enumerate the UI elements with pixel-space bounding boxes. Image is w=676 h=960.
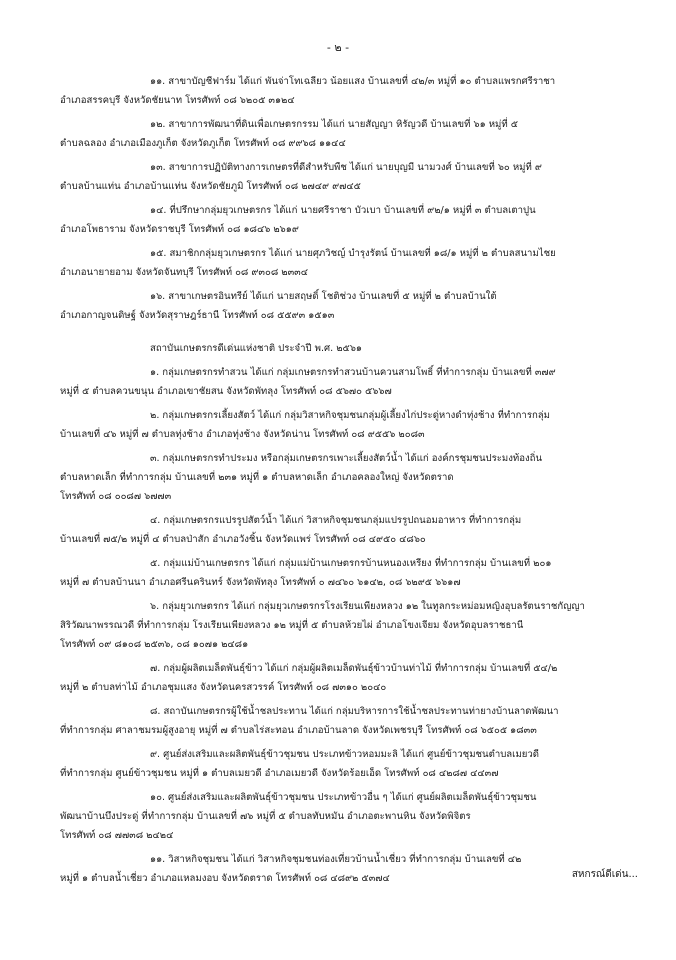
list-item-line: ๙. ศูนย์ส่งเสริมและผลิตพันธุ์ข้าวชุมชน ประเภทข้าวหอมมะลิ ได้แก่ ศูนย์ข้าวชุมชนตำบลเมยวดี (150, 749, 540, 760)
list-item (60, 158, 636, 196)
list-item (60, 745, 636, 783)
individual-awards-list (60, 72, 636, 325)
list-item (60, 850, 636, 888)
list-item-line: ๓. กลุ่มเกษตรกรทำประมง หรือกลุ่มเกษตรกรเพาะเลี้ยงสัตว์น้ำ ได้แก่ องค์กรชุมชนประมงท้องถิ่น (150, 453, 543, 464)
list-item (60, 244, 636, 282)
list-item-line: พัฒนาบ้านบึงประดู่ ที่ทำการกลุ่ม บ้านเลขที่ ๗๖ หมู่ที่ ๕ ตำบลทับหมัน อำเภอตะพานหิน จังหวัดพิจิตร (60, 811, 471, 822)
list-item (60, 659, 636, 697)
list-item (60, 511, 636, 549)
list-item-line: ๑๑. สาขาบัญชีฟาร์ม ได้แก่ พันจ่าโทเฉลียว น้อยแสง บ้านเลขที่ ๔๒/๓ หมู่ที่ ๑๐ ตำบลแพรกศรีราชา (150, 76, 556, 87)
list-item-line: ๗. กลุ่มผู้ผลิตเมล็ดพันธุ์ข้าว ได้แก่ กลุ่มผู้ผลิตเมล็ดพันธุ์ข้าวบ้านท่าไม้ ที่ทำการกลุ่ม บ้านเลขที่ ๕๔/๒ (150, 663, 558, 674)
list-item-line: ๔. กลุ่มเกษตรกรแปรรูปสัตว์น้ำ ได้แก่ วิสาหกิจชุมชนกลุ่มแปรรูปถนอมอาหาร ที่ทำการกลุ่ม (150, 515, 522, 526)
list-item-line: โทรศัพท์ ๐๘ ๐๐๘๗ ๖๗๗๓ (60, 491, 172, 502)
list-item-line: โทรศัพท์ ๐๘ ๗๗๓๘ ๒๔๒๔ (60, 830, 174, 841)
list-item-line: ๑๖. สาขาเกษตรอินทรีย์ ได้แก่ นายสฤษดิ์ โชติช่วง บ้านเลขที่ ๕ หมู่ที่ ๒ ตำบลบ้านใต้ (150, 291, 497, 302)
list-item (60, 449, 636, 506)
institution-awards-list (60, 363, 636, 888)
list-item-line: หมู่ที่ ๕ ตำบลควนขนุน อำเภอเขาชัยสน จังหวัดพัทลุง โทรศัพท์ ๐๘ ๕๖๗๐ ๕๖๖๗ (60, 386, 392, 397)
list-item-line: ๑๒. สาขาการพัฒนาที่ดินเพื่อเกษตรกรรม ได้แก่ นายสัญญา หิรัญวดี บ้านเลขที่ ๖๑ หมู่ที่ ๕ (150, 119, 519, 130)
list-item-line: อำเภอนายายอาม จังหวัดจันทบุรี โทรศัพท์ ๐๘ ๙๓๐๘ ๒๓๓๔ (60, 267, 308, 278)
list-item-line: บ้านเลขที่ ๗๕/๒ หมู่ที่ ๔ ตำบลป่าสัก อำเภอวังชิ้น จังหวัดแพร่ โทรศัพท์ ๐๘ ๔๙๕๐ ๔๘๖๐ (60, 534, 426, 545)
list-item-line: ๒. กลุ่มเกษตรกรเลี้ยงสัตว์ ได้แก่ กลุ่มวิสาหกิจชุมชนกลุ่มผู้เลี้ยงไก่ประดู่หางดำทุ่งช้าง ที่ทำการกลุ่ม (150, 410, 550, 421)
list-item-line: ๑๓. สาขาการปฏิบัติทางการเกษตรที่ดีสำหรับพืช ได้แก่ นายบุญมี นามวงศ์ บ้านเลขที่ ๖๐ หมู่ที่ ๙ (150, 162, 542, 173)
list-item-line: ๖. กลุ่มยุวเกษตรกร ได้แก่ กลุ่มยุวเกษตรกรโรงเรียนเพียงหลวง ๑๒ ในทูลกระหม่อมหญิงอุบลรัตนราชกัญญา (150, 601, 585, 612)
list-item-line: บ้านเลขที่ ๔๖ หมู่ที่ ๗ ตำบลทุ่งช้าง อำเภอทุ่งช้าง จังหวัดน่าน โทรศัพท์ ๐๘ ๙๕๕๖ ๒๐๘๓ (60, 429, 425, 440)
continuation-text: สหกรณ์ดีเด่น... (571, 869, 638, 880)
list-item (60, 115, 636, 153)
list-item-line: โทรศัพท์ ๐๙ ๘๑๐๘ ๒๕๓๖, ๐๘ ๑๐๗๑ ๒๔๘๑ (60, 639, 249, 650)
list-item (60, 72, 636, 110)
list-item-line: ๕. กลุ่มแม่บ้านเกษตรกร ได้แก่ กลุ่มแม่บ้านเกษตรกรบ้านหนองเหรียง ที่ทำการกลุ่ม บ้านเลขที่ ๒๐๑ (150, 558, 552, 569)
list-item-line: ๑๐. ศูนย์ส่งเสริมและผลิตพันธุ์ข้าวชุมชน ประเภทข้าวอื่น ๆ ได้แก่ ศูนย์ผลิตเมล็ดพันธุ์ข้าวชุมชน (150, 792, 537, 803)
list-item-line: อำเภอสรรคบุรี จังหวัดชัยนาท โทรศัพท์ ๐๘ ๖๒๐๕ ๓๑๒๔ (60, 95, 295, 106)
list-item-line: หมู่ที่ ๒ ตำบลท่าไม้ อำเภอชุมแสง จังหวัดนครสวรรค์ โทรศัพท์ ๐๘ ๗๓๑๐ ๒๐๔๐ (60, 682, 387, 693)
list-item (60, 788, 636, 845)
list-item-line: ที่ทำการกลุ่ม ศูนย์ข้าวชุมชน หมู่ที่ ๑ ตำบลเมยวดี อำเภอเมยวดี จังหวัดร้อยเอ็ด โทรศัพท์ ๐๘ ๔๒๘๗ ๔๔๓๗ (60, 768, 499, 779)
list-item-line: ๘. สถาบันเกษตรกรผู้ใช้น้ำชลประทาน ได้แก่ กลุ่มบริหารการใช้น้ำชลประทานท่ายางบ้านลาดพัฒนา (150, 706, 559, 717)
list-item-line: สิริวัฒนาพรรณวดี ที่ทำการกลุ่ม โรงเรียนเพียงหลวง ๑๒ หมู่ที่ ๕ ตำบลห้วยไผ่ อำเภอโขงเจียม จังหวัดอุบลราชธานี (60, 620, 524, 631)
document-body (60, 72, 636, 893)
list-item-line: ตำบลฉลอง อำเภอเมืองภูเก็ต จังหวัดภูเก็ต โทรศัพท์ ๐๘ ๙๙๖๘ ๑๑๔๔ (60, 138, 346, 149)
section-heading: สถาบันเกษตรกรดีเด่นแห่งชาติ ประจำปี พ.ศ. ๒๕๖๑ (150, 343, 362, 354)
list-item (60, 287, 636, 325)
list-item (60, 597, 636, 654)
list-item-line: ที่ทำการกลุ่ม ศาลาชมรมผู้สูงอายุ หมู่ที่ ๗ ตำบลไร่สะทอน อำเภอบ้านลาด จังหวัดเพชรบุรี โทรศัพท์ ๐๘ ๖๕๐๕ ๑๘๓๓ (60, 725, 537, 736)
list-item-line: ๑๕. สมาชิกกลุ่มยุวเกษตรกร ได้แก่ นายศุภวิชญ์ บำรุงรัตน์ บ้านเลขที่ ๑๘/๑ หมู่ที่ ๒ ตำบลสนามไชย (150, 248, 556, 259)
list-item (60, 406, 636, 444)
list-item (60, 201, 636, 239)
list-item-line: อำเภอโพธาราม จังหวัดราชบุรี โทรศัพท์ ๐๘ ๑๘๔๖ ๒๖๑๙ (60, 224, 299, 235)
list-item-line: ตำบลหาดเล็ก ที่ทำการกลุ่ม บ้านเลขที่ ๒๓๑ หมู่ที่ ๑ ตำบลหาดเล็ก อำเภอคลองใหญ่ จังหวัดตราด (60, 472, 454, 483)
list-item-line: หมู่ที่ ๑ ตำบลน้ำเชี่ยว อำเภอแหลมงอบ จังหวัดตราด โทรศัพท์ ๐๘ ๔๘๙๒ ๕๓๗๔ (60, 873, 390, 884)
page-number: - ๒ - (326, 41, 350, 54)
list-item-line: ๑๑. วิสาหกิจชุมชน ได้แก่ วิสาหกิจชุมชนท่องเที่ยวบ้านน้ำเชี่ยว ที่ทำการกลุ่ม บ้านเลขที่ ๔๒ (150, 854, 522, 865)
list-item (60, 702, 636, 740)
list-item-line: ตำบลบ้านแท่น อำเภอบ้านแท่น จังหวัดชัยภูมิ โทรศัพท์ ๐๘ ๒๗๔๙ ๙๗๔๕ (60, 181, 361, 192)
list-item (60, 554, 636, 592)
list-item-line: ๑. กลุ่มเกษตรกรทำสวน ได้แก่ กลุ่มเกษตรกรทำสวนบ้านควนสามโพธิ์ ที่ทำการกลุ่ม บ้านเลขที่ ๓๗๙ (150, 367, 556, 378)
list-item-line: หมู่ที่ ๗ ตำบลบ้านนา อำเภอศรีนครินทร์ จังหวัดพัทลุง โทรศัพท์ ๐ ๗๔๖๐ ๖๑๔๒, ๐๘ ๖๒๙๕ ๖๖๑๗ (60, 577, 461, 588)
list-item-line: อำเภอกาญจนดิษฐ์ จังหวัดสุราษฎร์ธานี โทรศัพท์ ๐๘ ๕๕๙๓ ๑๕๑๓ (60, 310, 335, 321)
list-item-line: ๑๔. ที่ปรึกษากลุ่มยุวเกษตรกร ได้แก่ นายศรีราชา บัวเบา บ้านเลขที่ ๙๒/๑ หมู่ที่ ๓ ตำบลเตาปูน (150, 205, 536, 216)
list-item (60, 363, 636, 401)
